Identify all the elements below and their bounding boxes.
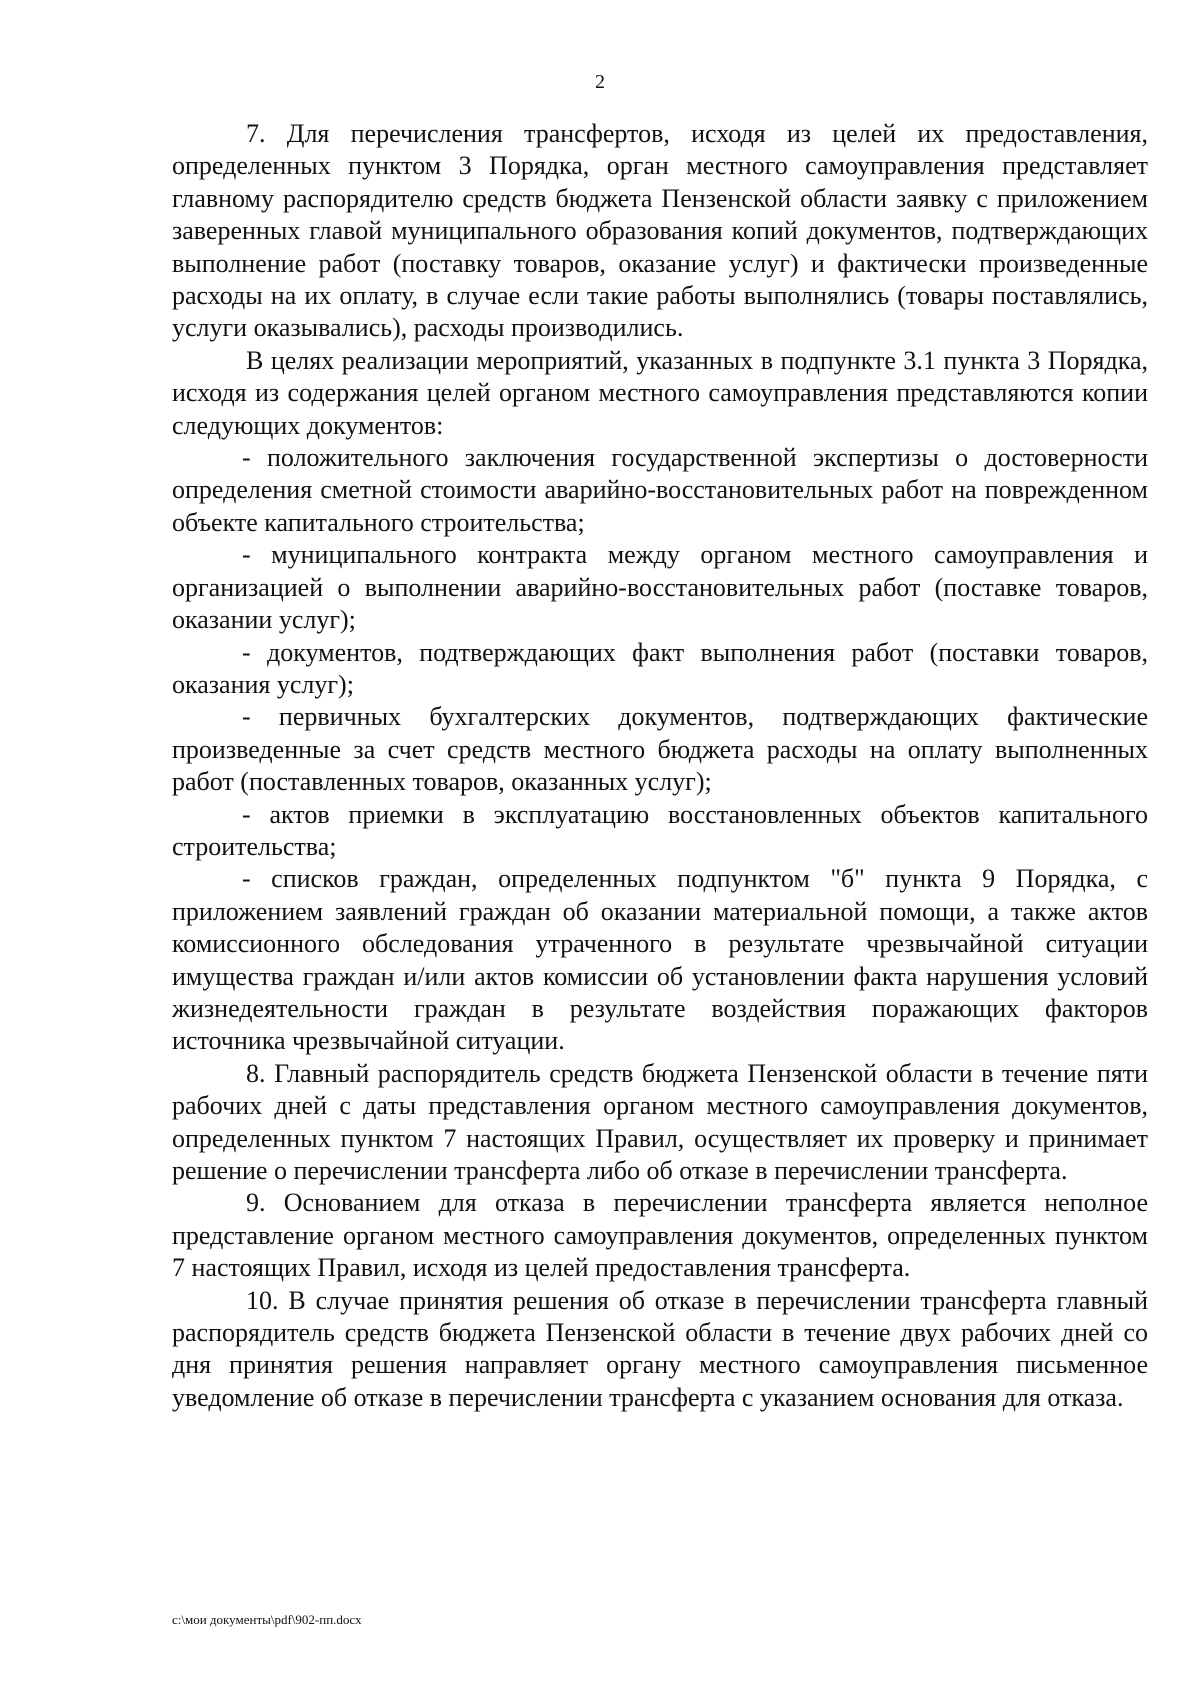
- list-item-work-documents: - документов, подтверждающих факт выполнения работ (поставки товаров, оказания услуг);: [172, 637, 1148, 699]
- paragraph-9: 9. Основанием для отказа в перечислении трансферта является неполное представление органом местного самоуправления документов, определенных пунктом 7 настоящих Правил, исходя из целей предоставления трансферта.: [172, 1188, 1148, 1283]
- paragraph-8: 8. Главный распорядитель средств бюджета Пензенской области в течение пяти рабочих дней с даты представления органом местного самоуправления документов, определенных пунктом 7 настоящих Правил, осуществляет их проверку и принимает решение о перечислении трансферта либо об отказе в перечислении трансферта.: [172, 1058, 1148, 1185]
- list-item-contract: - муниципального контракта между органом местного самоуправления и организацией о выполнении аварийно-восстановительных работ (поставке товаров, оказании услуг);: [172, 540, 1148, 635]
- list-item-expertise: - положительного заключения государственной экспертизы о достоверности определения сметной стоимости аварийно-восстановительных работ на поврежденном объекте капитального строительства;: [172, 443, 1148, 537]
- paragraph-intro-documents: В целях реализации мероприятий, указанных в подпункте 3.1 пункта 3 Порядка, исходя из содержания целей органом местного самоуправления представляются копии следующих документов:: [172, 345, 1148, 440]
- list-item-acceptance-acts: - актов приемки в эксплуатацию восстановленных объектов капитального строительства;: [172, 799, 1148, 861]
- document-body: [172, 118, 1148, 1414]
- paragraph-10: 10. В случае принятия решения об отказе в перечислении трансферта главный распорядитель средств бюджета Пензенской области в течение двух рабочих дней со дня принятия решения направляет органу местного самоуправления письменное уведомление об отказе в перечислении трансферта с указанием основания для отказа.: [172, 1285, 1148, 1412]
- list-item-accounting-documents: - первичных бухгалтерских документов, подтверждающих фактические произведенные за счет средств местного бюджета расходы на оплату выполненных работ (поставленных товаров, оказанных услуг);: [172, 702, 1148, 797]
- footer-file-path: c:\мои документы\pdf\902-пп.docx: [172, 1612, 362, 1627]
- page-number: 2: [595, 71, 605, 93]
- list-item-citizen-lists: - списков граждан, определенных подпунктом "б" пункта 9 Порядка, с приложением заявлений граждан об оказании материальной помощи, а также актов комиссионного обследования утраченного в результате чрезвычайной ситуации имущества граждан и/или актов комиссии об установлении факта нарушения условий жизнедеятельности граждан в результате воздействия поражающих факторов источника чрезвычайной ситуации.: [172, 864, 1148, 1056]
- paragraph-7: 7. Для перечисления трансфертов, исходя из целей их предоставления, определенных пунктом 3 Порядка, орган местного самоуправления представляет главному распорядителю средств бюджета Пензенской области заявку с приложением заверенных главой муниципального образования копий документов, подтверждающих выполнение работ (поставку товаров, оказание услуг) и фактически произведенные расходы на их оплату, в случае если такие работы выполнялись (товары поставлялись, услуги оказывались), расходы производились.: [172, 119, 1148, 343]
